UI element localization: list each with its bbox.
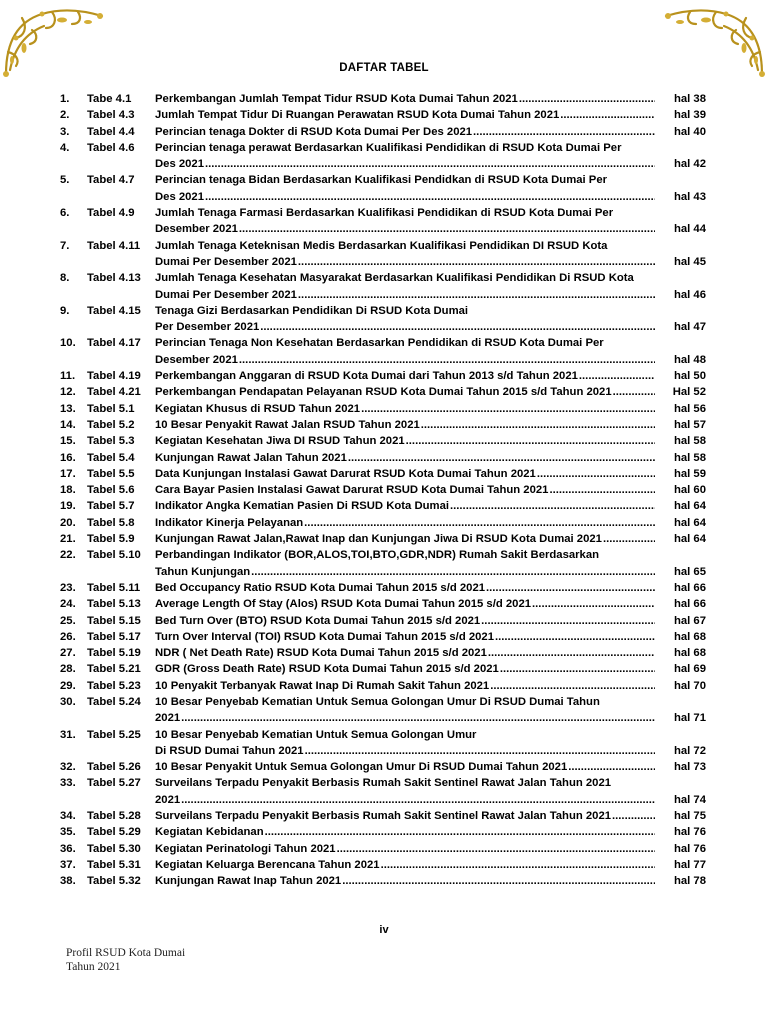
entry-description	[155, 808, 655, 824]
entry-title-line: Data Kunjungan Instalasi Gawat Darurat RSUD Kota Dumai Tahun 2021	[155, 467, 536, 480]
table-label: Tabel 4.9	[87, 207, 135, 220]
table-label: Tabel 5.28	[87, 810, 141, 823]
entry-description	[155, 678, 655, 694]
entry-number: 32.	[60, 761, 76, 774]
toc-entry	[60, 335, 710, 368]
entry-title-line: Surveilans Terpadu Penyakit Berbasis Rumah Sakit Sentinel Rawat Jalan Tahun 2021	[155, 810, 612, 823]
page-reference: hal 75	[673, 810, 706, 823]
entry-description	[155, 335, 655, 368]
dot-leader	[405, 433, 655, 449]
entry-number: 12.	[60, 386, 76, 399]
toc-entry	[60, 140, 710, 173]
dot-leader	[303, 515, 655, 531]
entry-description	[155, 384, 655, 400]
toc-entry	[60, 857, 710, 873]
dot-leader	[380, 857, 655, 873]
entry-title-line: Perincian Tenaga Non Kesehatan Berdasarkan Pendidikan di RSUD Kota Dumai Per	[155, 337, 604, 350]
dot-leader	[536, 466, 655, 482]
page-reference: hal 74	[673, 793, 706, 806]
entry-description	[155, 596, 655, 612]
table-label: Tabel 5.29	[87, 826, 141, 839]
page-reference: hal 44	[673, 223, 706, 236]
table-label: Tabel 5.4	[87, 451, 135, 464]
entry-title-line: Per Desember 2021	[155, 321, 260, 334]
entry-title-line: Jumlah Tenaga Farmasi Berdasarkan Kualifikasi Pendidikan di RSUD Kota Dumai Per	[155, 207, 614, 220]
entry-description	[155, 841, 655, 857]
entry-title-line: Kunjungan Rawat Jalan,Rawat Inap dan Kunjungan Jiwa Di RSUD Kota Dumai 2021	[155, 533, 602, 546]
dot-leader	[204, 189, 655, 205]
entry-number: 11.	[60, 370, 76, 383]
table-label: Tabel 5.23	[87, 679, 141, 692]
table-label: Tabel 5.3	[87, 435, 135, 448]
entry-description	[155, 417, 655, 433]
entry-number: 19.	[60, 500, 76, 513]
entry-description	[155, 498, 655, 514]
entry-title-line: Perkembangan Jumlah Tempat Tidur RSUD Kota Dumai Tahun 2021	[155, 93, 518, 105]
table-label: Tabel 5.10	[87, 549, 141, 562]
toc-entry	[60, 824, 710, 840]
entry-number: 4.	[60, 141, 70, 154]
dot-leader	[548, 482, 655, 498]
entry-description	[155, 482, 655, 498]
page-reference: hal 38	[673, 93, 706, 105]
page-reference: hal 77	[673, 858, 706, 871]
dot-leader	[559, 107, 655, 123]
entry-title-line: Bed Occupancy Ratio RSUD Kota Dumai Tahun 2015 s/d 2021	[155, 581, 486, 594]
entry-title-line: Perkembangan Pendapatan Pelayanan RSUD Kota Dumai Tahun 2015 s/d Tahun 2021	[155, 386, 612, 399]
entry-description	[155, 466, 655, 482]
entry-title-line: Jumlah Tenaga Kesehatan Masyarakat Berdasarkan Kualifikasi Pendidikan Di RSUD Kota	[155, 272, 634, 285]
entry-number: 3.	[60, 125, 70, 138]
page-reference: hal 58	[673, 451, 706, 464]
table-label: Tabel 4.13	[87, 272, 141, 285]
table-label: Tabel 5.26	[87, 761, 141, 774]
entry-title-line: Surveilans Terpadu Penyakit Berbasis Rumah Sakit Sentinel Rawat Jalan Tahun 2021	[155, 777, 612, 790]
table-label: Tabel 5.7	[87, 500, 135, 513]
entry-title-line: Indikator Kinerja Pelayanan	[155, 516, 304, 529]
toc-entry	[60, 498, 710, 514]
entry-description	[155, 661, 655, 677]
entry-description	[155, 107, 655, 123]
page-reference: hal 64	[673, 500, 706, 513]
entry-number: 38.	[60, 875, 76, 888]
entry-number: 18.	[60, 484, 76, 497]
toc-entry	[60, 450, 710, 466]
entry-number: 9.	[60, 304, 70, 317]
entry-number: 22.	[60, 549, 76, 562]
table-label: Tabel 5.30	[87, 842, 141, 855]
entry-title-line: 2021	[155, 712, 181, 725]
page-reference: hal 45	[673, 255, 706, 268]
entry-number: 20.	[60, 516, 76, 529]
entry-title-line: NDR ( Net Death Rate) RSUD Kota Dumai Tahun 2015 s/d 2021	[155, 647, 487, 660]
entry-title-line: Tahun Kunjungan	[155, 565, 251, 578]
dot-leader	[518, 91, 655, 107]
entry-number: 16.	[60, 451, 76, 464]
dot-leader	[347, 450, 655, 466]
dot-leader	[611, 808, 655, 824]
table-label: Tabel 5.15	[87, 614, 141, 627]
page-reference: hal 39	[673, 109, 706, 122]
dot-leader	[304, 743, 655, 759]
page-reference: hal 78	[673, 875, 706, 888]
toc-entry	[60, 270, 710, 303]
toc-entry	[60, 515, 710, 531]
entry-title-line: Desember 2021	[155, 353, 238, 366]
entry-title-line: Tenaga Gizi Berdasarkan Pendidikan Di RSUD Kota Dumai	[155, 304, 469, 317]
entry-title-line: Perincian tenaga perawat Berdasarkan Kualifikasi Pendidikan di RSUD Kota Dumai Per	[155, 141, 622, 154]
toc-entry	[60, 433, 710, 449]
page-reference: Hal 52	[672, 386, 706, 399]
entry-title-line: Kegiatan Kebidanan	[155, 826, 264, 839]
entry-title-line: Dumai Per Desember 2021	[155, 288, 297, 301]
entry-description	[155, 515, 655, 531]
dot-leader	[238, 221, 655, 237]
toc-entry	[60, 613, 710, 629]
table-label: Tabel 4.4	[87, 125, 135, 138]
dot-leader	[578, 368, 655, 384]
dot-leader	[449, 498, 655, 514]
page-reference: hal 67	[673, 614, 706, 627]
entry-number: 15.	[60, 435, 76, 448]
toc-entry	[60, 107, 710, 123]
entry-number: 37.	[60, 858, 76, 871]
page-reference: hal 73	[673, 761, 706, 774]
entry-number: 29.	[60, 679, 76, 692]
entry-number: 36.	[60, 842, 76, 855]
page-reference: hal 60	[673, 484, 706, 497]
entry-number: 1.	[60, 93, 70, 105]
table-label: Tabel 5.9	[87, 533, 135, 546]
entry-number: 21.	[60, 533, 76, 546]
entry-number: 7.	[60, 239, 70, 252]
table-label: Tabel 4.11	[87, 239, 141, 252]
table-label: Tabel 5.1	[87, 402, 135, 415]
toc-entry	[60, 678, 710, 694]
dot-leader	[485, 580, 655, 596]
table-label: Tabel 5.2	[87, 418, 135, 431]
dot-leader	[336, 841, 655, 857]
page-number: iv	[379, 924, 389, 936]
table-label: Tabel 4.19	[87, 370, 141, 383]
toc-entry	[60, 873, 710, 889]
page-reference: hal 68	[673, 647, 706, 660]
entry-description	[155, 775, 655, 808]
entry-number: 17.	[60, 467, 76, 480]
toc-entry	[60, 596, 710, 612]
dot-leader	[204, 156, 655, 172]
page-reference: hal 66	[673, 581, 706, 594]
entry-title-line: Kunjungan Rawat Inap Tahun 2021	[155, 875, 342, 888]
page-reference: hal 65	[673, 565, 706, 578]
entry-description	[155, 172, 655, 205]
dot-leader	[259, 319, 655, 335]
page-reference: hal 64	[673, 516, 706, 529]
dot-leader	[472, 124, 655, 140]
entry-number: 10.	[60, 337, 76, 350]
entry-title-line: Desember 2021	[155, 223, 238, 236]
entry-title-line: 10 Besar Penyakit Rawat Jalan RSUD Tahun 2021	[155, 418, 420, 431]
entry-description	[155, 433, 655, 449]
dot-leader	[297, 287, 655, 303]
page-reference: hal 40	[673, 125, 706, 138]
entry-title-line: 10 Penyakit Terbanyak Rawat Inap Di Rumah Sakit Tahun 2021	[155, 679, 490, 692]
entry-description	[155, 580, 655, 596]
table-label: Tabel 5.8	[87, 516, 135, 529]
table-label: Tabel 5.6	[87, 484, 135, 497]
entry-title-line: 10 Besar Penyakit Untuk Semua Golongan Umur Di RSUD Dumai Tahun 2021	[155, 761, 568, 774]
toc-entry	[60, 808, 710, 824]
table-label: Tabel 4.3	[87, 109, 135, 122]
entry-title-line: Kegiatan Khusus di RSUD Tahun 2021	[155, 402, 361, 415]
dot-leader	[250, 564, 655, 580]
toc-entry	[60, 417, 710, 433]
table-label: Tabel 5.21	[87, 663, 141, 676]
page-reference: hal 71	[673, 712, 706, 725]
entry-title-line: Perincian tenaga Dokter di RSUD Kota Dumai Per Des 2021	[155, 125, 473, 138]
page-reference: hal 66	[673, 598, 706, 611]
toc-entry	[60, 629, 710, 645]
dot-leader	[612, 384, 655, 400]
page-reference: hal 68	[673, 630, 706, 643]
entry-description	[155, 238, 655, 271]
entry-title-line: Kegiatan Keluarga Berencana Tahun 2021	[155, 858, 380, 871]
entry-number: 34.	[60, 810, 76, 823]
entry-title-line: Turn Over Interval (TOI) RSUD Kota Dumai Tahun 2015 s/d 2021	[155, 630, 494, 643]
page-reference: hal 46	[673, 288, 706, 301]
table-label: Tabel 5.5	[87, 467, 135, 480]
entry-title-line: Bed Turn Over (BTO) RSUD Kota Dumai Tahun 2015 s/d 2021	[155, 614, 481, 627]
entry-title-line: Des 2021	[155, 158, 204, 171]
footer	[66, 946, 185, 974]
table-label: Tabel 5.31	[87, 858, 141, 871]
dot-leader	[341, 873, 655, 889]
dot-leader	[360, 401, 655, 417]
dot-leader	[489, 678, 655, 694]
page-reference: hal 47	[673, 321, 706, 334]
entry-number: 23.	[60, 581, 76, 594]
toc-entry	[60, 466, 710, 482]
entry-description	[155, 694, 655, 727]
table-label: Tabel 4.6	[87, 141, 135, 154]
page-reference: hal 76	[673, 842, 706, 855]
toc-entry	[60, 661, 710, 677]
toc-entry	[60, 368, 710, 384]
entry-number: 2.	[60, 109, 70, 122]
toc-entry	[60, 727, 710, 760]
table-label: Tabel 5.32	[87, 875, 141, 888]
entry-description	[155, 629, 655, 645]
toc-entry	[60, 759, 710, 775]
table-label: Tabel 4.15	[87, 304, 141, 317]
page-reference: hal 42	[673, 158, 706, 171]
dot-leader	[567, 759, 655, 775]
entry-title-line: Average Length Of Stay (Alos) RSUD Kota Dumai Tahun 2015 s/d 2021	[155, 598, 532, 611]
toc-entry	[60, 205, 710, 238]
page-reference: hal 59	[673, 467, 706, 480]
dot-leader	[499, 661, 655, 677]
dot-leader	[480, 613, 655, 629]
entry-title-line: Perkembangan Anggaran di RSUD Kota Dumai dari Tahun 2013 s/d Tahun 2021	[155, 370, 578, 383]
entry-description	[155, 531, 655, 547]
page-reference: hal 56	[673, 402, 706, 415]
toc-entry	[60, 482, 710, 498]
table-label: Tabel 5.27	[87, 777, 141, 790]
entry-number: 14.	[60, 418, 76, 431]
entry-number: 13.	[60, 402, 76, 415]
table-label: Tabe 4.1	[87, 93, 132, 105]
entry-number: 33.	[60, 777, 76, 790]
toc-entry	[60, 694, 710, 727]
entry-description	[155, 368, 655, 384]
dot-leader	[180, 792, 655, 808]
entry-title-line: Perincian tenaga Bidan Berdasarkan Kualifikasi Pendidkan di RSUD Kota Dumai Per	[155, 174, 608, 187]
toc-entry	[60, 580, 710, 596]
entry-description	[155, 759, 655, 775]
entry-description	[155, 205, 655, 238]
entry-description	[155, 613, 655, 629]
toc-entry	[60, 384, 710, 400]
entry-description	[155, 270, 655, 303]
entry-title-line: Kegiatan Perinatologi Tahun 2021	[155, 842, 336, 855]
entry-title-line: Jumlah Tenaga Keteknisan Medis Berdasarkan Kualifikasi Pendidikan DI RSUD Kota	[155, 239, 608, 252]
page-reference: hal 58	[673, 435, 706, 448]
dot-leader	[531, 596, 655, 612]
page-reference: hal 72	[673, 744, 706, 757]
table-label: Tabel 5.17	[87, 630, 141, 643]
entry-title-line: Di RSUD Dumai Tahun 2021	[155, 744, 304, 757]
dot-leader	[494, 629, 655, 645]
entry-title-line: 10 Besar Penyebab Kematian Untuk Semua Golongan Umur Di RSUD Dumai Tahun	[155, 695, 600, 708]
entry-description	[155, 140, 655, 173]
entry-title-line: Indikator Angka Kematian Pasien Di RSUD Kota Dumai	[155, 500, 449, 513]
table-label: Tabel 4.17	[87, 337, 141, 350]
entry-description	[155, 727, 655, 760]
toc-entry	[60, 124, 710, 140]
toc-entry	[60, 547, 710, 580]
dot-leader	[487, 645, 655, 661]
entry-title-line: Jumlah Tempat Tidur Di Ruangan Perawatan RSUD Kota Dumai Tahun 2021	[155, 109, 560, 122]
entry-number: 26.	[60, 630, 76, 643]
toc-entry	[60, 775, 710, 808]
entry-description	[155, 824, 655, 840]
page-reference: hal 70	[673, 679, 706, 692]
entry-number: 5.	[60, 174, 70, 187]
entry-number: 31.	[60, 728, 76, 741]
entry-title-line: 2021	[155, 793, 181, 806]
page-title: DAFTAR TABEL	[339, 62, 429, 74]
entry-description	[155, 303, 655, 336]
entry-number: 6.	[60, 207, 70, 220]
entry-title-line: Dumai Per Desember 2021	[155, 255, 297, 268]
toc-entry	[60, 645, 710, 661]
page-reference: hal 48	[673, 353, 706, 366]
toc-entry	[60, 91, 710, 107]
toc-entry	[60, 238, 710, 271]
entry-description	[155, 547, 655, 580]
footer-line-2: Tahun 2021	[66, 961, 121, 973]
entry-number: 25.	[60, 614, 76, 627]
dot-leader	[264, 824, 655, 840]
entry-description	[155, 873, 655, 889]
entry-number: 27.	[60, 647, 76, 660]
toc-entry	[60, 401, 710, 417]
dot-leader	[602, 531, 655, 547]
entry-description	[155, 124, 655, 140]
entry-title-line: Des 2021	[155, 190, 204, 203]
page-reference: hal 50	[673, 370, 706, 383]
entry-description	[155, 645, 655, 661]
entry-number: 8.	[60, 272, 70, 285]
entry-description	[155, 401, 655, 417]
toc-entry	[60, 303, 710, 336]
toc-entry	[60, 531, 710, 547]
footer-line-1: Profil RSUD Kota Dumai	[66, 947, 186, 959]
page-reference: hal 57	[673, 418, 706, 431]
entry-number: 30.	[60, 695, 76, 708]
entry-number: 24.	[60, 598, 76, 611]
page-reference: hal 76	[673, 826, 706, 839]
table-label: Tabel 5.13	[87, 598, 141, 611]
entry-title-line: Perbandingan Indikator (BOR,ALOS,TOI,BTO,GDR,NDR) Rumah Sakit Berdasarkan	[155, 549, 599, 562]
dot-leader	[180, 710, 655, 726]
table-label: Tabel 4.7	[87, 174, 135, 187]
table-label: Tabel 5.19	[87, 647, 141, 660]
dot-leader	[238, 352, 655, 368]
page-reference: hal 69	[673, 663, 706, 676]
table-label: Tabel 5.24	[87, 695, 141, 708]
table-label: Tabel 5.25	[87, 728, 141, 741]
entry-title-line: Kegiatan Kesehatan Jiwa DI RSUD Tahun 2021	[155, 435, 405, 448]
entry-title-line: Cara Bayar Pasien Instalasi Gawat Darurat RSUD Kota Dumai Tahun 2021	[155, 484, 549, 497]
page-reference: hal 64	[673, 533, 706, 546]
entry-number: 28.	[60, 663, 76, 676]
entry-number: 35.	[60, 826, 76, 839]
entry-description	[155, 857, 655, 873]
toc-entry	[60, 841, 710, 857]
table-of-contents	[60, 91, 710, 890]
page-reference: hal 43	[673, 190, 706, 203]
entry-description	[155, 91, 655, 107]
dot-leader	[420, 417, 655, 433]
entry-title-line: GDR (Gross Death Rate) RSUD Kota Dumai Tahun 2015 s/d 2021	[155, 663, 499, 676]
toc-entry	[60, 172, 710, 205]
table-label: Tabel 5.11	[87, 581, 141, 594]
entry-title-line: Kunjungan Rawat Jalan Tahun 2021	[155, 451, 347, 464]
dot-leader	[297, 254, 655, 270]
entry-description	[155, 450, 655, 466]
entry-title-line: 10 Besar Penyebab Kematian Untuk Semua Golongan Umur	[155, 728, 477, 741]
table-label: Tabel 4.21	[87, 386, 141, 399]
